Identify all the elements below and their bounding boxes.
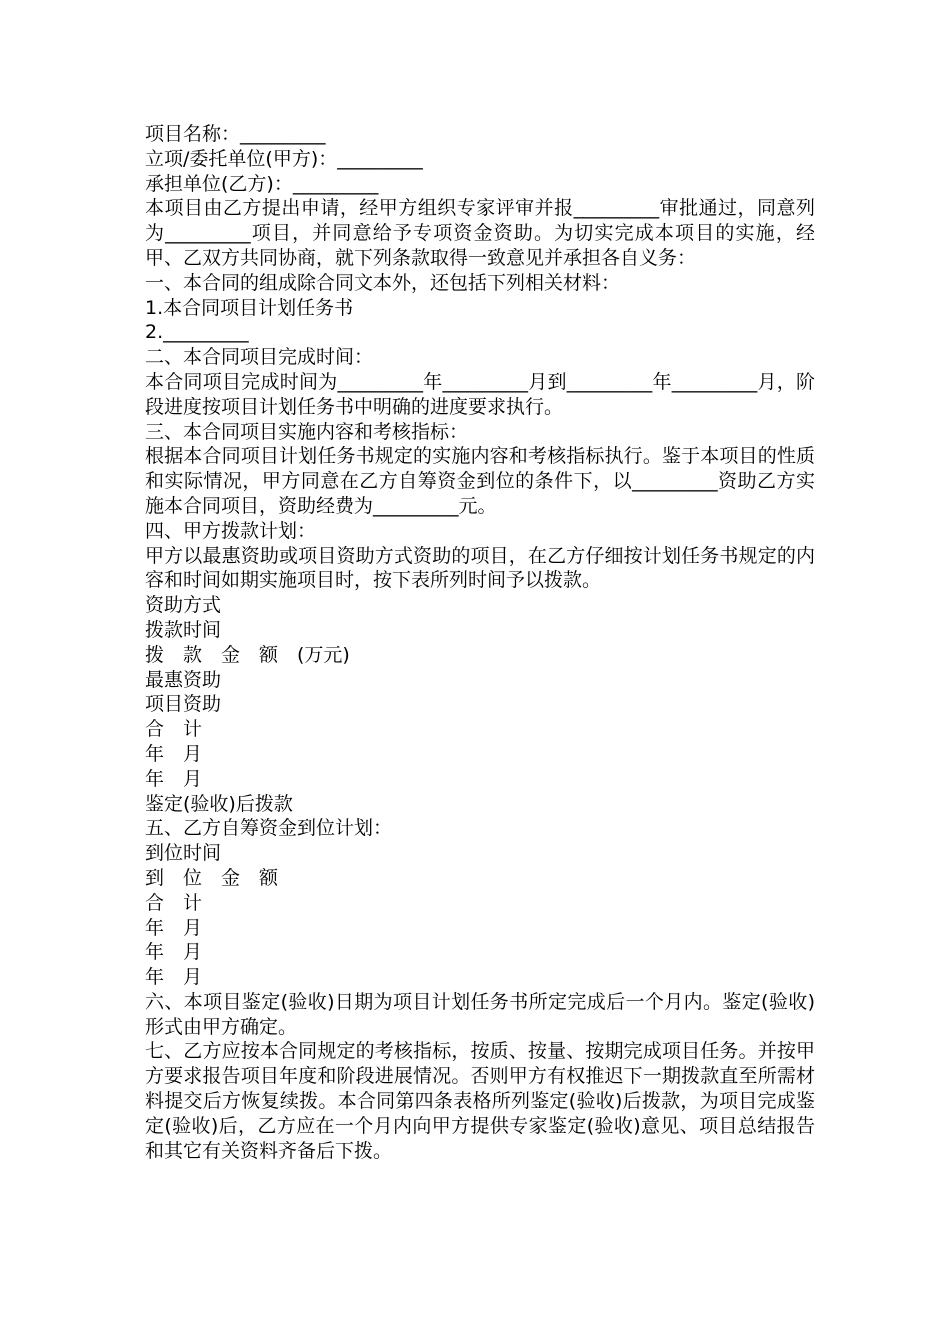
party-b-line: 承担单位(乙方)：_________ (145, 172, 379, 195)
section-2-body: 本合同项目完成时间为_________年_________月到_________年_________月，阶段进度按项目计划任务书中明确的进度要求执行。 (145, 370, 815, 418)
self-funding-table (145, 841, 815, 990)
table-cell: 项目资助 (145, 693, 222, 716)
section-5-title: 五、乙方自筹资金到位计划： (145, 817, 393, 840)
table-cell: 年 月 (145, 916, 203, 939)
project-name-line: 项目名称：_________ (145, 123, 326, 145)
table-cell: 拨款时间 (145, 618, 222, 641)
section-7-body: 七、乙方应按本合同规定的考核指标，按质、按量、按期完成项目任务。并按甲方要求报告项目年度和阶段进展情况。否则甲方有权推迟下一期拨款直至所需材料提交后方恢复续拨。本合同第四条表格所列鉴定(验收)后拨款，为项目完成鉴定(验收)后，乙方应在一个月内向甲方提供专家鉴定(验收)意见、项目总结报告和其它有关资料齐备后下拨。 (145, 1040, 815, 1162)
section-2-title: 二、本合同项目完成时间： (145, 346, 374, 369)
table-cell: 年 月 (145, 966, 203, 989)
contract-document (145, 122, 815, 1163)
section-4-title: 四、甲方拨款计划： (145, 519, 317, 542)
table-cell: 年 月 (145, 941, 203, 964)
intro-paragraph: 本项目由乙方提出申请，经甲方组织专家评审并报_________审批通过，同意列为_________项目，并同意给予专项资金资助。为切实完成本项目的实施，经甲、乙双方共同协商，就下列条款取得一致意见并承担各自义务： (145, 197, 815, 269)
section-4-body: 甲方以最惠资助或项目资助方式资助的项目，在乙方仔细按计划任务书规定的内容和时间如期实施项目时，按下表所列时间予以拨款。 (145, 544, 815, 592)
party-a-line: 立项/委托单位(甲方)：_________ (145, 147, 423, 170)
table-cell: 鉴定(验收)后拨款 (145, 792, 293, 815)
section-3-title: 三、本合同项目实施内容和考核指标： (145, 420, 469, 443)
table-cell: 合 计 (145, 891, 203, 914)
section-6-body: 六、本项目鉴定(验收)日期为项目计划任务书所定完成后一个月内。鉴定(验收)形式由甲方确定。 (145, 990, 815, 1038)
section-1-item-1: 1.本合同项目计划任务书 (145, 296, 354, 319)
table-cell: 到 位 金 额 (145, 866, 279, 889)
table-cell: 到位时间 (145, 842, 222, 865)
table-cell: 最惠资助 (145, 668, 222, 691)
table-cell: 合 计 (145, 718, 203, 741)
funding-table (145, 593, 815, 816)
section-3-body: 根据本合同项目计划任务书规定的实施内容和考核指标执行。鉴于本项目的性质和实际情况，甲方同意在乙方自筹资金到位的条件下，以_________资助乙方实施本合同项目，资助经费为_________元。 (145, 445, 815, 517)
table-cell: 年 月 (145, 742, 203, 765)
section-1-title: 一、本合同的组成除合同文本外，还包括下列相关材料： (145, 271, 621, 294)
section-1-item-2: 2._________ (145, 321, 249, 344)
table-cell: 年 月 (145, 767, 203, 790)
table-cell: 资助方式 (145, 594, 222, 617)
table-cell: 拨 款 金 额 (万元) (145, 643, 350, 666)
